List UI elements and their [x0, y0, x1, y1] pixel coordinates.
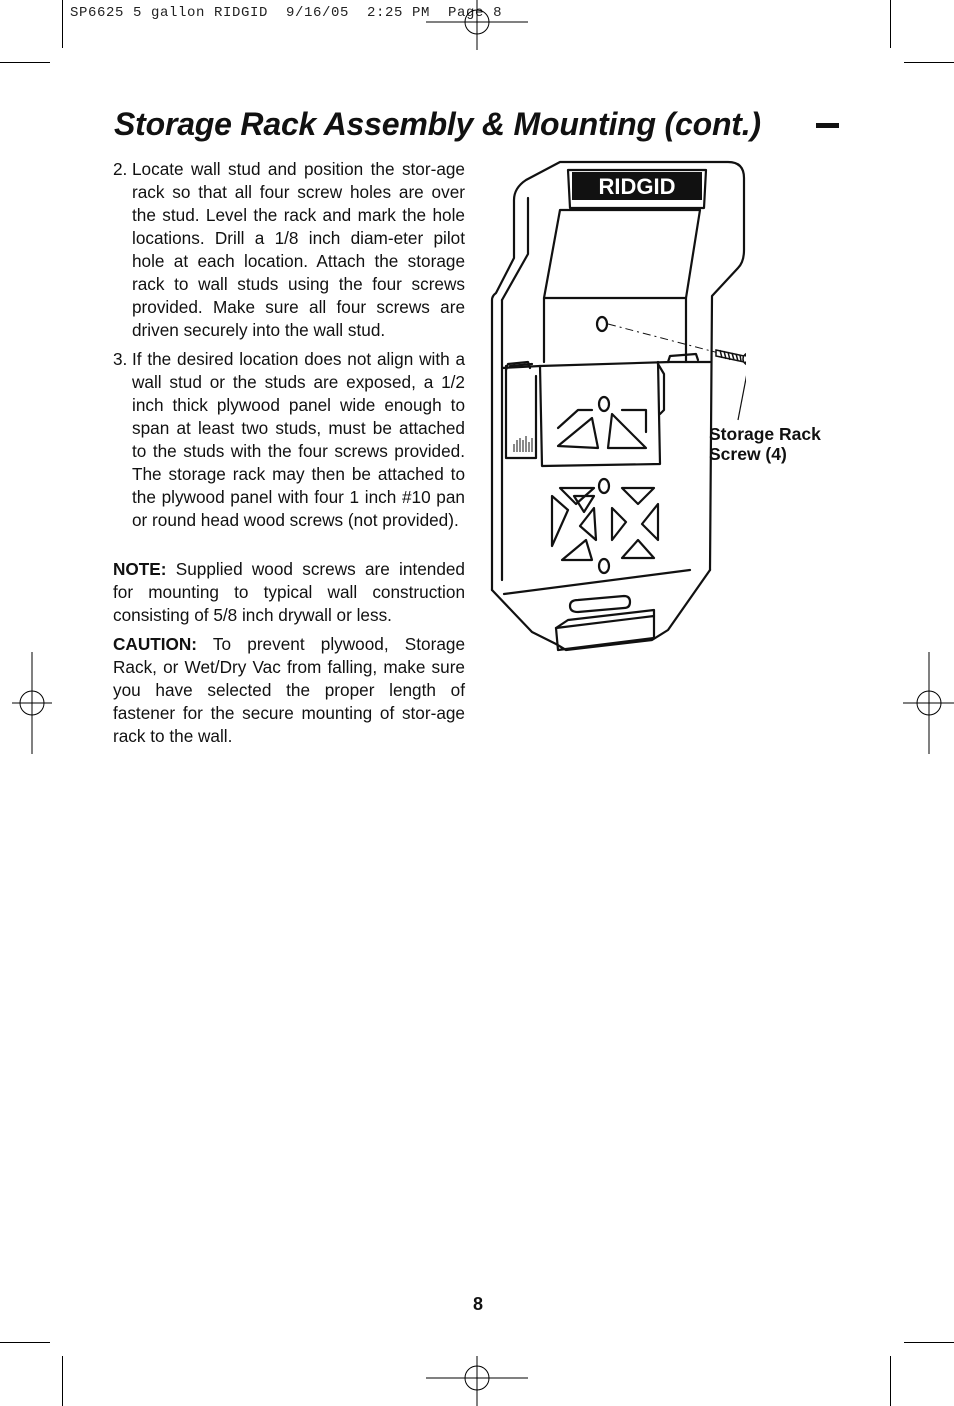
step-text: If the desired location does not align with a wall stud or the studs are exposed, a 1/2 inch thick plywood panel wide enough to span at least two studs, must be attached to the studs with the four screws provided. The storage rack may then be attached to the plywood panel with four 1 inch #10 pan or round head wood screws (not provided).: [132, 349, 465, 530]
crop-mark: [62, 0, 63, 48]
storage-rack-illustration: [486, 158, 746, 658]
crop-mark: [904, 62, 954, 63]
callout-label: [709, 424, 821, 464]
registration-mark-top: [426, 0, 528, 50]
text-column: [113, 158, 465, 754]
crop-mark: [904, 1342, 954, 1343]
registration-mark-left: [12, 652, 52, 754]
step-3: [113, 348, 465, 532]
registration-mark-bottom: [426, 1356, 528, 1406]
caution-label: CAUTION:: [113, 634, 198, 654]
ridgid-logo: RIDGID: [598, 174, 676, 199]
title-rule: [816, 123, 839, 128]
registration-mark-right: [903, 652, 954, 754]
crop-mark: [62, 1356, 63, 1406]
crop-mark: [0, 1342, 50, 1343]
caution-paragraph: [113, 633, 465, 748]
step-number: 2.: [113, 159, 128, 179]
note-label: NOTE:: [113, 559, 167, 579]
crop-mark: [890, 1356, 891, 1406]
print-slug: SP6625 5 gallon RIDGID 9/16/05 2:25 PM Page 8: [70, 5, 503, 21]
caution-text: To prevent plywood, Storage Rack, or Wet/Dry Vac from falling, make sure you have selected the proper length of fastener for the secure mounting of stor-age rack to the wall.: [113, 634, 466, 746]
step-number: 3.: [113, 349, 128, 369]
callout-line: Screw (4): [709, 444, 787, 464]
step-2: [113, 158, 465, 342]
step-text: Locate wall stud and position the stor-age rack so that all four screw holes are over the stud. Level the rack and mark the hole locations. Drill a 1/8 inch diam-eter pilot hole at each location. Attach the storage rack to wall studs using the four screws provided. Make sure all four screws are driven securely into the wall stud.: [132, 159, 465, 340]
note-paragraph: [113, 558, 465, 627]
note-text: Supplied wood screws are intended for mounting to typical wall construction consisting of 5/8 inch drywall or less.: [113, 559, 465, 625]
page-title: Storage Rack Assembly & Mounting (cont.): [114, 106, 761, 142]
callout-line: Storage Rack: [709, 424, 821, 444]
crop-mark: [890, 0, 891, 48]
screw-icon: [716, 350, 746, 365]
page-number: 8: [472, 1294, 483, 1314]
crop-mark: [0, 62, 50, 63]
